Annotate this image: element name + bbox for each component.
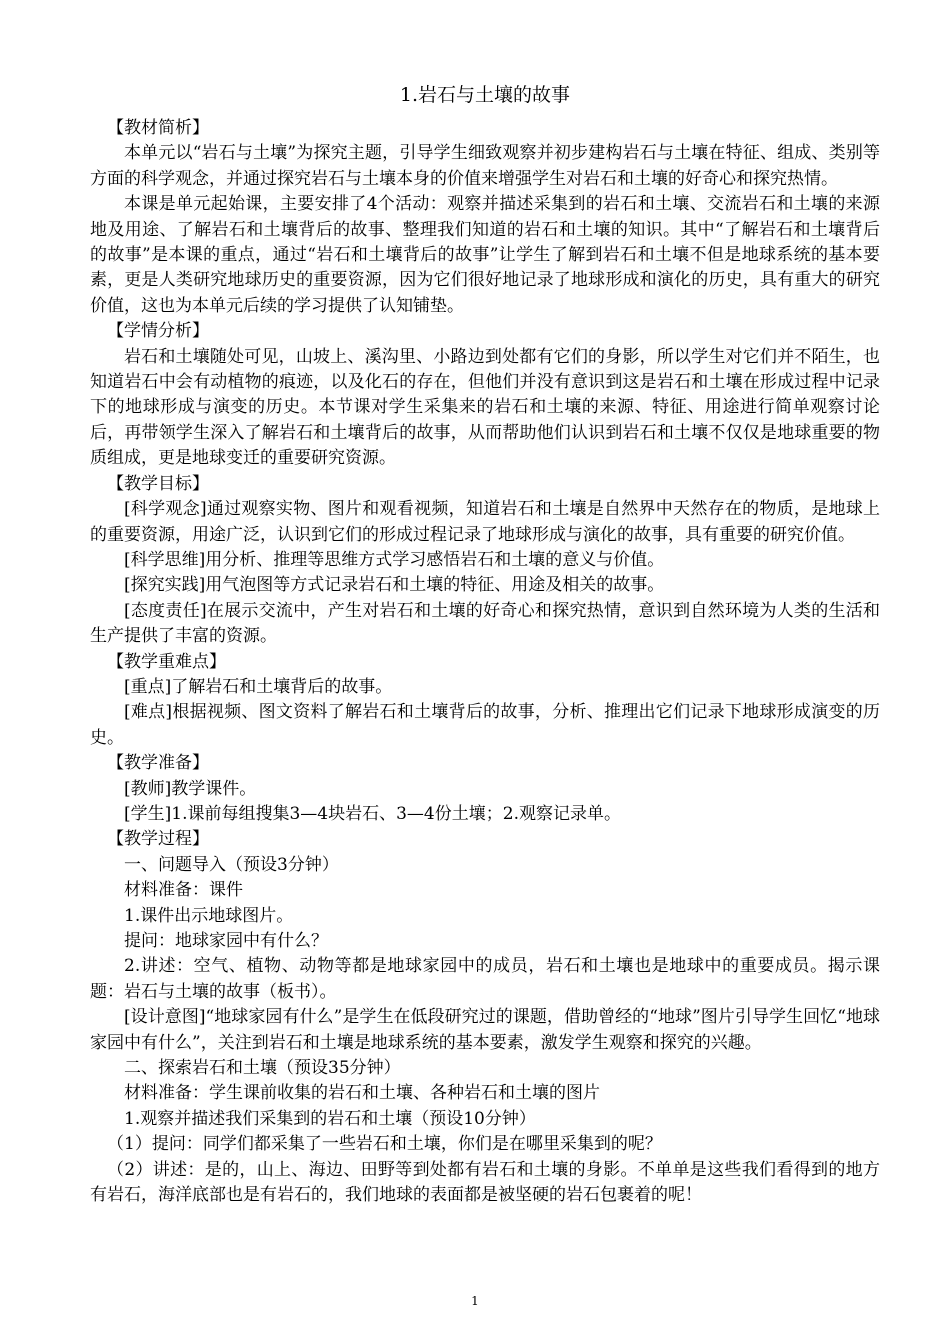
- paragraph: [教师]教学课件。: [124, 778, 257, 799]
- paragraph: 2.讲述：空气、植物、动物等都是地球家园中的成员，岩石和土壤也是地球中的重要成员。揭示课题：岩石与土壤的故事（板书）。: [90, 956, 880, 1002]
- paragraph: 材料准备：学生课前收集的岩石和土壤、各种岩石和土壤的图片: [124, 1083, 600, 1104]
- paragraph: [态度责任]在展示交流中，产生对岩石和土壤的好奇心和探究热情，意识到自然环境为人类的生活和生产提供了丰富的资源。: [90, 600, 880, 647]
- section-heading: 【教学目标】: [107, 473, 209, 494]
- paragraph: 1.课件出示地球图片。: [124, 905, 294, 926]
- paragraph: [学生]1.课前每组搜集3—4块岩石、3—4份土壤；2.观察记录单。: [124, 803, 621, 824]
- paragraph: [难点]根据视频、图文资料了解岩石和土壤背后的故事，分析、推理出它们记录下地球形成演变的历史。: [90, 702, 880, 748]
- paragraph: [探究实践]用气泡图等方式记录岩石和土壤的特征、用途及相关的故事。: [124, 575, 665, 596]
- paragraph: 提问：地球家园中有什么？: [124, 931, 328, 951]
- paragraph: [科学观念]通过观察实物、图片和观看视频，知道岩石和土壤是自然界中天然存在的物质，是地球上的重要资源，用途广泛，认识到它们的形成过程记录了地球形成与演化的故事，具有重要的研究价值。: [90, 499, 880, 545]
- section-heading: （1）提问：同学们都采集了一些岩石和土壤，你们是在哪里采集到的呢？: [107, 1134, 662, 1155]
- section-heading: 【教材简析】: [107, 118, 209, 138]
- section-heading: 【教学准备】: [107, 753, 209, 774]
- section-heading: 【教学过程】: [107, 829, 209, 850]
- paragraph: 1.观察并描述我们采集到的岩石和土壤（预设10分钟）: [124, 1108, 536, 1129]
- paragraph: [设计意图]“地球家园有什么”是学生在低段研究过的课题，借助曾经的“地球”图片引导学生回忆“地球家园中有什么”，关注到岩石和土壤是地球系统的基本要素，激发学生观察和探究的兴趣。: [90, 1007, 880, 1053]
- document-body: [90, 116, 880, 1208]
- paragraph: 一、问题导入（预设3分钟）: [124, 854, 339, 875]
- paragraph: [重点]了解岩石和土壤背后的故事。: [124, 676, 393, 697]
- page-number: 1: [471, 1294, 479, 1308]
- section-heading: 【教学重难点】: [107, 651, 226, 672]
- section-heading: 【学情分析】: [107, 321, 209, 342]
- section-heading: （2）讲述：是的，山上、海边、田野等到处都有岩石和土壤的身影。不单单是这些我们看得到的地方有岩石，海洋底部也是有岩石的，我们地球的表面都是被坚硬的岩石包裹着的呢！: [90, 1159, 880, 1206]
- paragraph: 二、探索岩石和土壤（预设35分钟）: [124, 1058, 401, 1079]
- document-page: [90, 80, 880, 1208]
- paragraph: 本课是单元起始课，主要安排了4个活动：观察并描述采集到的岩石和土壤、交流岩石和土壤的来源地及用途、了解岩石和土壤背后的故事、整理我们知道的岩石和土壤的知识。其中“了解岩石和土壤背后的故事”是本课的重点，通过“岩石和土壤背后的故事”让学生了解到岩石和土壤不但是地球系统的基本要素，更是人类研究地球历史的重要资源，因为它们很好地记录了地球形成和演化的历史，具有重大的研究价值，这也为本单元后续的学习提供了认知铺垫。: [90, 194, 880, 316]
- paragraph: 岩石和土壤随处可见，山坡上、溪沟里、小路边到处都有它们的身影，所以学生对它们并不陌生，也知道岩石中会有动植物的痕迹，以及化石的存在，但他们并没有意识到这是岩石和土壤在形成过程中记录下的地球形成与演变的历史。本节课对学生采集来的岩石和土壤的来源、特征、用途进行简单观察讨论后，再带领学生深入了解岩石和土壤背后的故事，从而帮助他们认识到岩石和土壤不仅仅是地球重要的物质组成，更是地球变迁的重要研究资源。: [90, 346, 880, 469]
- paragraph: 材料准备：课件: [124, 880, 243, 901]
- document-title: 1.岩石与土壤的故事: [399, 84, 571, 106]
- paragraph: [科学思维]用分析、推理等思维方式学习感悟岩石和土壤的意义与价值。: [124, 549, 665, 570]
- paragraph: 本单元以“岩石与土壤”为探究主题，引导学生细致观察并初步建构岩石与土壤在特征、组成、类别等方面的科学观念，并通过探究岩石与土壤本身的价值来增强学生对岩石和土壤的好奇心和探究热情。: [90, 143, 880, 189]
